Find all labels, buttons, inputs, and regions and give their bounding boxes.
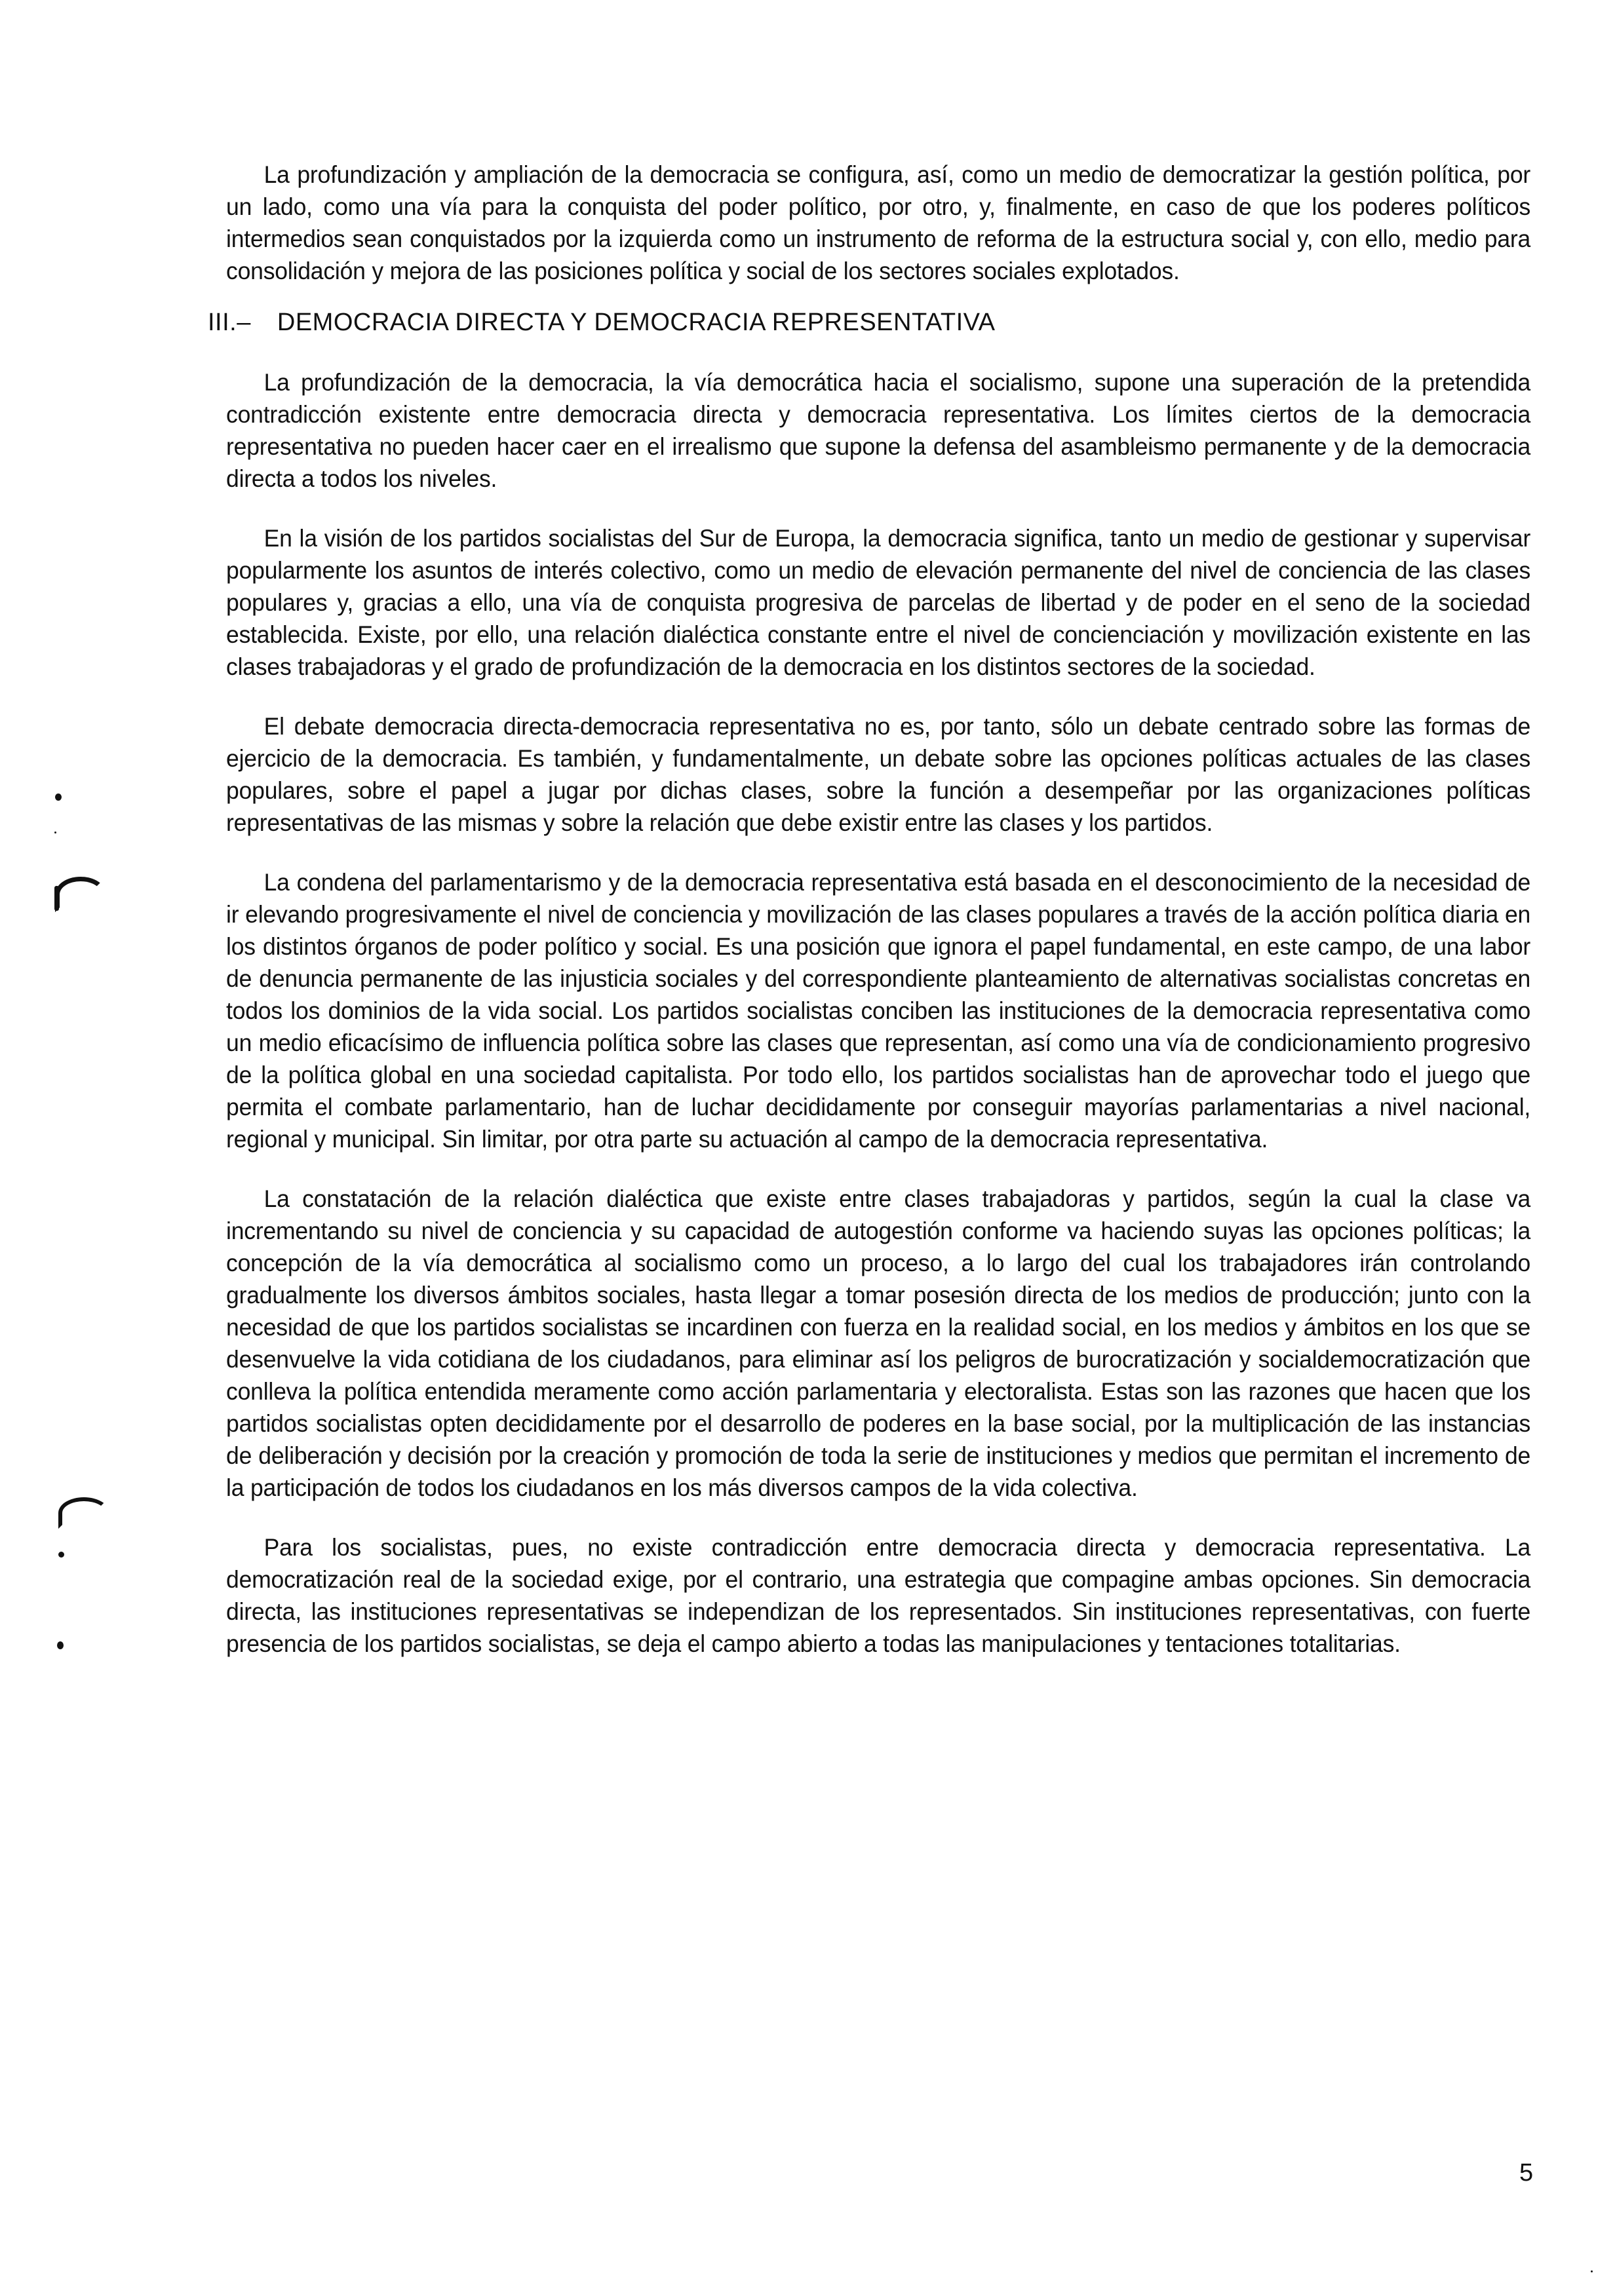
scan-speck: [1591, 2270, 1593, 2272]
scan-speck: [55, 794, 62, 801]
scan-mark-arc: [55, 877, 106, 912]
scan-speck: [57, 1641, 64, 1649]
paragraph: En la visión de los partidos socialistas del Sur de Europa, la democracia significa, tanto un medio de gestionar y supervisar popularmente los asuntos de interés colectivo, como un medio de elevación permanente del nivel de conciencia de las clases populares y, gracias a ello, una vía de conquista progresiva de parcelas de libertad y de poder en el seno de la sociedad establecida. Existe, por ello, una relación dialéctica constante entre el nivel de concienciación y movilización existente en las clases trabajadoras y el grado de profundización de la democracia en los distintos sectores de la sociedad.: [226, 525, 1531, 680]
document-body: [208, 159, 1531, 1660]
paragraph: Para los socialistas, pues, no existe contradicción entre democracia directa y democracia representativa. La democratización real de la sociedad exige, por el contrario, una estrategia que compagine ambas opciones. Sin democracia directa, las instituciones representativas se independizan de los representados. Sin instituciones representativas, con fuerte presencia de los partidos socialistas, se deja el campo abierto a todas las manipulaciones y tentaciones totalitarias.: [226, 1534, 1531, 1657]
scan-mark-stem: [54, 886, 59, 911]
section-number: III.–: [208, 309, 251, 336]
paragraph: La condena del parlamentarismo y de la democracia representativa está basada en el desconocimiento de la necesidad de ir elevando progresivamente el nivel de conciencia y movilización de las clases populares a través de la acción política diaria en los distintos órganos de poder político y social. Es una posición que ignora el papel fundamental, en este campo, de una labor de denuncia permanente de las injusticia sociales y del correspondiente planteamiento de alternativas socialistas concretas en todos los dominios de la vida social. Los partidos socialistas conciben las instituciones de la democracia representativa como un medio eficacísimo de influencia política sobre las clases que representan, así como una vía de condicionamiento progresivo de la política global en una sociedad capitalista. Por todo ello, los partidos socialistas han de aprovechar todo el juego que permita el combate parlamentario, han de luchar decididamente por conseguir mayorías parlamentarias a nivel nacional, regional y municipal. Sin limitar, por otra parte su actuación al campo de la democracia representativa.: [226, 869, 1531, 1153]
section-heading: [208, 307, 1530, 339]
paragraph: El debate democracia directa-democracia representativa no es, por tanto, sólo un debate centrado sobre las formas de ejercicio de la democracia. Es también, y fundamentalmente, un debate sobre las opciones políticas actuales de las clases populares, sobre el papel a jugar por dichas clases, sobre la función a desempeñar por las organizaciones políticas representativas de las mismas y sobre la relación que debe existir entre las clases y los partidos.: [226, 713, 1531, 836]
page-number: 5: [1519, 2159, 1534, 2187]
scan-speck: [54, 832, 56, 833]
paragraph: La constatación de la relación dialéctica que existe entre clases trabajadoras y partidos, según la cual la clase va incrementando su nivel de conciencia y su capacidad de autogestión conforme va haciendo suyas las opciones políticas; la concepción de la vía democrática al socialismo como un proceso, a lo largo del cual los trabajadores irán controlando gradualmente los diversos ámbitos sociales, hasta llegar a tomar posesión directa de los medios de producción; junto con la necesidad de que los partidos socialistas se incardinen con fuerza en la realidad social, en los medios y ámbitos en los que se desenvuelve la vida cotidiana de los ciudadanos, para eliminar así los peligros de burocratización y socialdemocratización que conlleva la política entendida meramente como acción parlamentaria y electoralista. Estas son las razones que hacen que los partidos socialistas opten decididamente por el desarrollo de poderes en la base social, por la multiplicación de las instancias de deliberación y decisión por la creación y promoción de toda la serie de instituciones y medios que permitan el incremento de la participación de todos los ciudadanos en los más diversos campos de la vida colectiva.: [226, 1185, 1531, 1501]
scan-speck: [58, 1552, 64, 1558]
paragraph: La profundización de la democracia, la vía democrática hacia el socialismo, supone una superación de la pretendida contradicción existente entre democracia directa y democracia representativa. Los límites ciertos de la democracia representativa no pueden hacer caer en el irrealismo que supone la defensa del asambleismo permanente y de la democracia directa a todos los niveles.: [226, 369, 1531, 492]
section-title: DEMOCRACIA DIRECTA Y DEMOCRACIA REPRESENTATIVA: [277, 309, 996, 336]
paragraph: La profundización y ampliación de la democracia se configura, así, como un medio de democratizar la gestión política, por un lado, como una vía para la conquista del poder político, por otro, y, finalmente, en caso de que los poderes políticos intermedios sean conquistados por la izquierda como un instrumento de reforma de la estructura social y, con ello, medio para consolidación y mejora de las posiciones política y social de los sectores sociales explotados.: [226, 161, 1531, 284]
scan-mark-arc: [58, 1497, 109, 1529]
